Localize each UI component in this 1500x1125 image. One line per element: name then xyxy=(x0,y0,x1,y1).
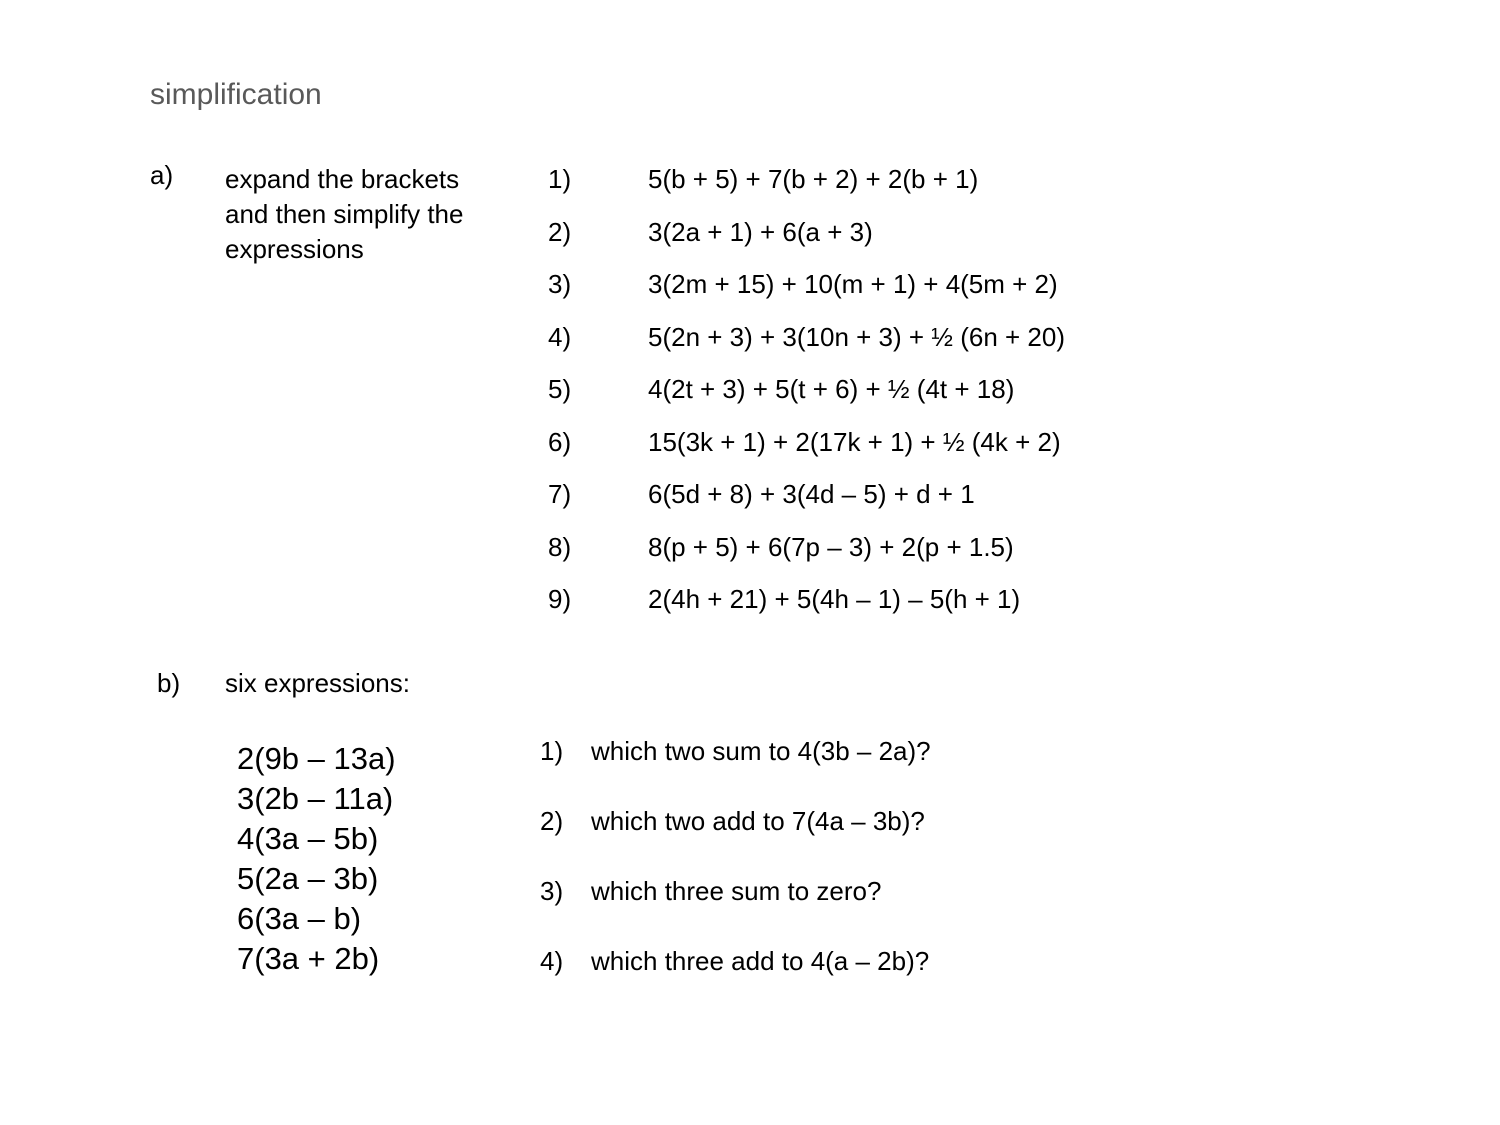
expand-question xyxy=(548,215,1168,268)
question-expression: 3(2m + 15) + 10(m + 1) + 4(5m + 2) xyxy=(648,269,1058,299)
question-text: which three add to 4(a – 2b)? xyxy=(591,946,930,976)
question-expression: 5(2n + 3) + 3(10n + 3) + ½ (6n + 20) xyxy=(648,321,1065,352)
expand-question xyxy=(548,530,1168,583)
six-expressions-list xyxy=(237,739,396,979)
expression-item: 3(2b – 11a) xyxy=(237,781,394,816)
instruction-line: and then simplify the xyxy=(225,199,464,229)
expand-question xyxy=(548,425,1168,478)
question-expression: 5(b + 5) + 7(b + 2) + 2(b + 1) xyxy=(648,164,979,194)
expression-item: 6(3a – b) xyxy=(237,901,362,936)
expand-question xyxy=(548,267,1168,320)
part-b-question xyxy=(540,804,1140,874)
part-b-question xyxy=(540,874,1140,944)
question-number: 8) xyxy=(548,531,572,562)
question-text: which three sum to zero? xyxy=(591,876,882,906)
expand-question xyxy=(548,477,1168,530)
expand-question xyxy=(548,372,1168,425)
question-number: 6) xyxy=(548,426,572,457)
question-number: 1) xyxy=(548,164,572,194)
expand-question xyxy=(548,162,1168,215)
expand-question xyxy=(548,320,1168,373)
question-expression: 8(p + 5) + 6(7p – 3) + 2(p + 1.5) xyxy=(648,531,1014,562)
part-b-intro: six expressions: xyxy=(225,668,410,698)
question-number: 4) xyxy=(540,946,564,976)
question-number: 2) xyxy=(540,806,564,836)
question-text: which two add to 7(4a – 3b)? xyxy=(591,806,925,836)
question-number: 2) xyxy=(548,216,572,247)
instruction-line: expressions xyxy=(225,234,364,264)
part-a-instruction xyxy=(225,162,463,267)
question-number: 3) xyxy=(540,876,564,906)
part-b-question xyxy=(540,734,1140,804)
expand-question-list xyxy=(548,162,1168,635)
question-number: 4) xyxy=(548,321,572,352)
expression-item: 2(9b – 13a) xyxy=(237,741,396,776)
question-expression: 4(2t + 3) + 5(t + 6) + ½ (4t + 18) xyxy=(648,374,1015,404)
question-number: 7) xyxy=(548,479,572,509)
question-number: 3) xyxy=(548,269,572,299)
part-b-label: b) xyxy=(157,668,181,698)
expand-question xyxy=(548,582,1168,635)
instruction-line: expand the brackets xyxy=(225,164,460,194)
part-b-question-list xyxy=(540,734,1140,1014)
part-a-label: a) xyxy=(150,160,174,190)
expression-item: 4(3a – 5b) xyxy=(237,821,379,856)
part-b-question xyxy=(540,944,1140,1014)
question-expression: 6(5d + 8) + 3(4d – 5) + d + 1 xyxy=(648,479,975,509)
expression-item: 7(3a + 2b) xyxy=(237,941,380,976)
question-number: 5) xyxy=(548,374,572,404)
question-expression: 2(4h + 21) + 5(4h – 1) – 5(h + 1) xyxy=(648,584,1021,614)
question-text: which two sum to 4(3b – 2a)? xyxy=(591,736,931,766)
page-title: simplification xyxy=(150,78,322,111)
question-expression: 15(3k + 1) + 2(17k + 1) + ½ (4k + 2) xyxy=(648,426,1061,457)
question-expression: 3(2a + 1) + 6(a + 3) xyxy=(648,216,873,247)
question-number: 9) xyxy=(548,584,572,614)
question-number: 1) xyxy=(540,736,564,766)
expression-item: 5(2a – 3b) xyxy=(237,861,379,896)
